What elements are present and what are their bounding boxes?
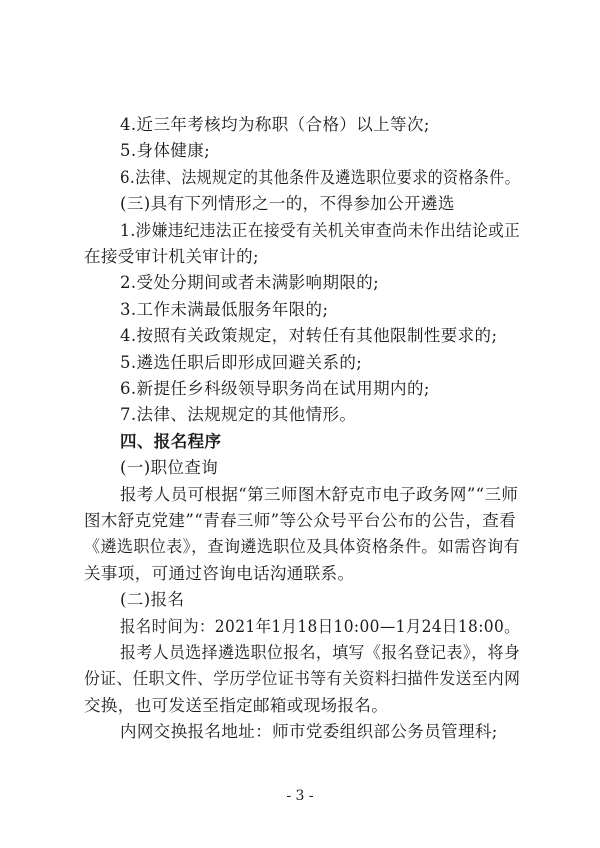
text-line: 关事项，可通过咨询电话沟通联系。 <box>84 564 355 583</box>
text-line: 图木舒克党建”“青春三师”等公众号平台公布的公告，查看 <box>84 511 517 530</box>
text-line: 3.工作未满最低服务年限的; <box>120 300 329 319</box>
text-line: 6.新提任乡科级领导职务尚在试用期内的; <box>120 379 430 398</box>
page-number: - 3 - <box>286 788 314 804</box>
section-heading: 四、报名程序 <box>120 432 222 451</box>
text-line: 在接受审计机关审计的; <box>84 247 259 266</box>
section-subheading: (三)具有下列情形之一的，不得参加公开遴选 <box>120 194 455 213</box>
text-line: 交换，也可发送至指定邮箱或现场报名。 <box>84 696 389 715</box>
text-line: 2.受处分期间或者未满影响期限的; <box>120 273 380 292</box>
text-line: 6.法律、法规规定的其他条件及遴选职位要求的资格条件。 <box>120 168 520 187</box>
text-line: 报考人员可根据“第三师图木舒克市电子政务网”“三师 <box>120 485 519 504</box>
text-line: 报考人员选择遴选职位报名，填写《报名登记表》，将身 <box>120 643 521 662</box>
text-line: 《遴选职位表》，查询遴选职位及具体资格条件。如需咨询有 <box>84 537 520 556</box>
section-subheading: (一)职位查询 <box>120 458 219 477</box>
text-line: 4.按照有关政策规定，对转任有其他限制性要求的; <box>120 326 498 345</box>
text-line: 5.身体健康; <box>120 141 211 160</box>
text-line: 报名时间为：2021年1月18日10:00—1月24日18:00。 <box>120 617 520 636</box>
text-line: 4.近三年考核均为称职（合格）以上等次; <box>120 115 430 134</box>
text-line: 内网交换报名地址：师市党委组织部公务员管理科; <box>120 722 498 741</box>
text-line: 5.遴选任职后即形成回避关系的; <box>120 353 363 372</box>
section-subheading: (二)报名 <box>120 590 185 609</box>
text-line: 份证、任职文件、学历学位证书等有关资料扫描件发送至内网 <box>84 669 521 688</box>
text-line: 7.法律、法规规定的其他情形。 <box>120 405 357 424</box>
text-line: 1.涉嫌违纪违法正在接受有关机关审查尚未作出结论或正 <box>120 221 521 240</box>
